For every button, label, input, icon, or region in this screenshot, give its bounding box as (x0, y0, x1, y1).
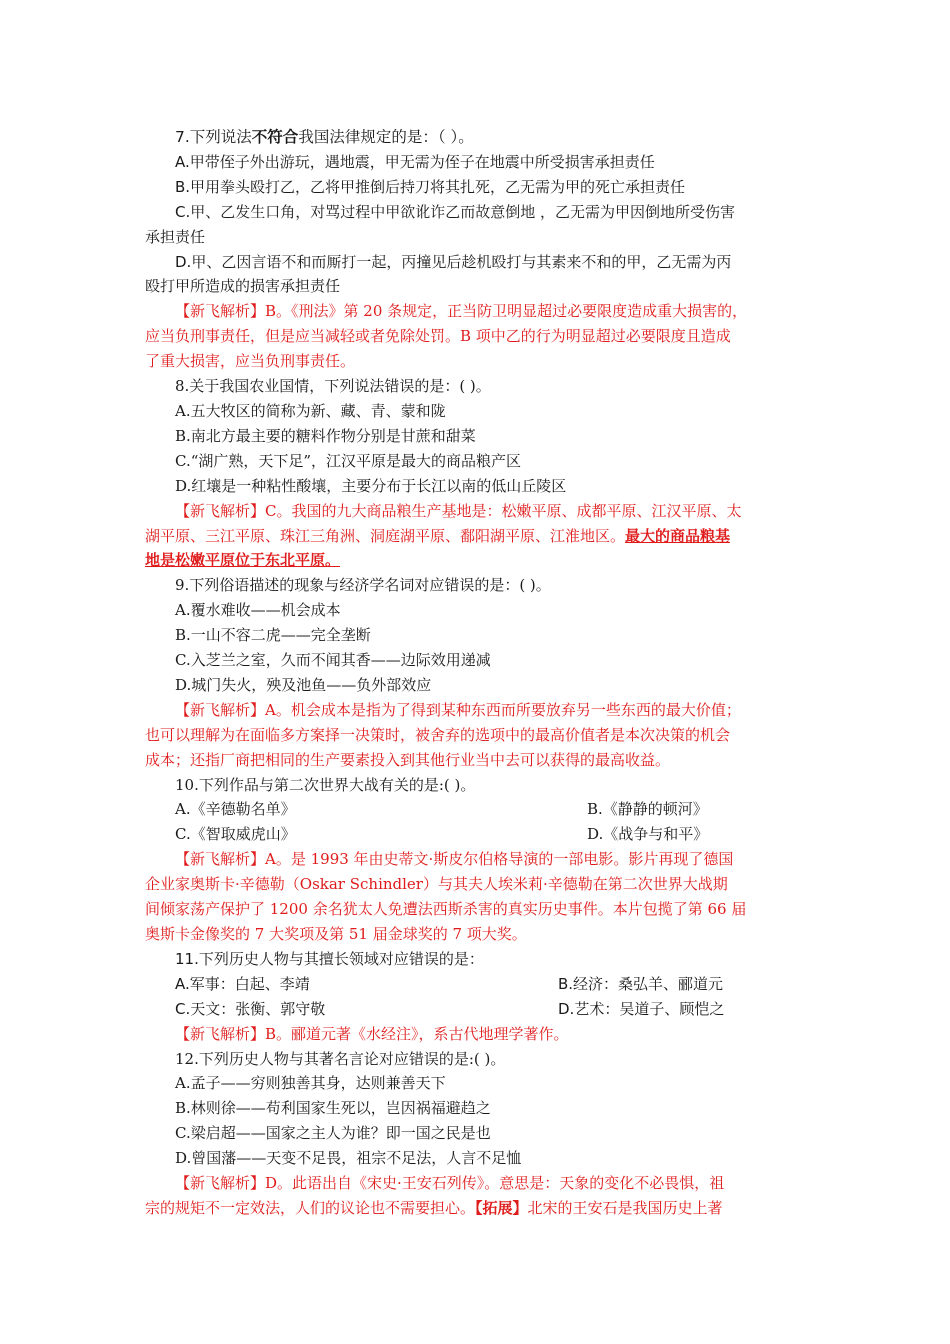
q9-option-b: B.一山不容二虎——完全垄断 (175, 626, 371, 645)
q7-analysis-line: 【新飞解析】B。《刑法》第 20 条规定，正当防卫明显超过必要限度造成重大损害的， (175, 302, 748, 321)
q12-analysis-line (145, 1196, 810, 1221)
q9-analysis-line: 也可以理解为在面临多方案择一决策时，被舍弃的选项中的最高价值者是本次决策的机会 (145, 725, 731, 744)
q7-stem-part: 7.下列说法 (175, 128, 252, 146)
q8-analysis-line: 【新飞解析】C。我国的九大商品粮生产基地是：松嫩平原、成都平原、江汉平原、太 (175, 501, 742, 520)
q8-option-c: C.“湖广熟，天下足”，江汉平原是最大的商品粮产区 (175, 451, 522, 470)
q7-analysis-line: 了重大损害，应当负刑事责任。 (145, 352, 356, 371)
q8-analysis-highlight: 最大的商品粮基 (625, 526, 731, 545)
q9-option-c: C.入芝兰之室，久而不闻其香——边际效用递减 (175, 651, 491, 670)
q12-analysis-line: 【新飞解析】D。此语出自《宋史·王安石列传》。意思是：天象的变化不必畏惧，祖 (175, 1174, 725, 1193)
q11-option-b: B.经济：桑弘羊、郦道元 (558, 974, 724, 993)
q11-option-a: A.军事：白起、李靖 (175, 974, 310, 993)
q9-option-a: A.覆水难收——机会成本 (175, 601, 341, 620)
q12-option-b: B.林则徐——苟利国家生死以，岂因祸福避趋之 (175, 1099, 491, 1118)
q10-analysis-line: 间倾家荡产保护了 1200 余名犹太人免遭法西斯杀害的真实历史事件。本片包揽了第 66 届 (145, 900, 747, 919)
q12-analysis-text: 北宋的王安石是我国历史上著 (527, 1198, 723, 1217)
q7-stem (145, 125, 810, 150)
q10-analysis-line: 奥斯卡金像奖的 7 大奖项及第 51 届金球奖的 7 项大奖。 (145, 925, 527, 943)
q10-analysis-line: 企业家奥斯卡·辛德勒（Oskar Schindler）与其夫人埃米莉·辛德勒在第二次世界大战期 (145, 875, 728, 894)
q11-options-row (145, 997, 810, 1022)
q11-stem: 11.下列历史人物与其擅长领域对应错误的是： (175, 949, 484, 968)
q11-analysis: 【新飞解析】B。郦道元著《水经注》，系古代地理学著作。 (175, 1024, 569, 1043)
q10-option-c: C.《智取威虎山》 (175, 825, 296, 844)
q12-stem: 12.下列历史人物与其著名言论对应错误的是:( )。 (175, 1049, 506, 1068)
q7-stem-emphasis: 不符合 (251, 128, 299, 146)
q9-option-d: D.城门失火，殃及池鱼——负外部效应 (175, 675, 432, 694)
q10-option-b: B.《静静的顿河》 (587, 800, 708, 819)
q7-option-c: C.甲、乙发生口角，对骂过程中甲欲讹诈乙而故意倒地 ，乙无需为甲因倒地所受伤害 (175, 202, 736, 221)
q7-option-b: B.甲用拳头殴打乙，乙将甲推倒后持刀将其扎死，乙无需为甲的死亡承担责任 (175, 177, 686, 196)
q8-stem: 8.关于我国农业国情，下列说法错误的是：( )。 (175, 377, 491, 396)
q9-analysis-line: 成本；还指厂商把相同的生产要素投入到其他行业当中去可以获得的最高收益。 (145, 750, 671, 769)
q7-option-a: A.甲带侄子外出游玩，遇地震，甲无需为侄子在地震中所受损害承担责任 (175, 152, 655, 171)
q10-options-row (145, 797, 810, 822)
q12-option-d: D.曾国藩——天变不足畏，祖宗不足法，人言不足恤 (175, 1149, 522, 1168)
q11-options-row (145, 972, 810, 997)
q8-option-b: B.南北方最主要的糖料作物分别是甘蔗和甜菜 (175, 426, 476, 445)
q11-option-d: D.艺术：吴道子、顾恺之 (558, 999, 725, 1018)
q12-analysis-text: 宗的规矩不一定效法，人们的议论也不需要担心。 (145, 1198, 476, 1217)
q8-analysis-line (145, 524, 810, 549)
q8-option-d: D.红壤是一种粘性酸壤，主要分布于长江以南的低山丘陵区 (175, 476, 567, 495)
q10-options-row (145, 822, 810, 847)
q7-option-d: D.甲、乙因言语不和而厮打一起，丙撞见后趁机殴打与其素来不和的甲，乙无需为丙 (175, 252, 732, 271)
q7-stem-part: 我国法律规定的是：（ ）。 (298, 128, 474, 146)
q7-option-d-cont: 殴打甲所造成的损害承担责任 (145, 277, 341, 296)
q8-option-a: A.五大牧区的简称为新、藏、青、蒙和陇 (175, 401, 446, 420)
q10-option-d: D.《战争与和平》 (587, 825, 709, 844)
document-page (145, 125, 810, 1221)
q8-analysis-text: 湖平原、三江平原、珠江三角洲、洞庭湖平原、鄱阳湖平原、江淮地区。 (145, 526, 626, 545)
q12-option-c: C.梁启超——国家之主人为谁？即一国之民是也 (175, 1124, 491, 1143)
q10-option-a: A.《辛德勒名单》 (175, 800, 296, 819)
q10-analysis-line: 【新飞解析】A。是 1993 年由史蒂文·斯皮尔伯格导演的一部电影。影片再现了德国 (175, 850, 734, 869)
q7-option-c-cont: 承担责任 (145, 227, 206, 246)
q11-option-c: C.天文：张衡、郭守敬 (175, 999, 326, 1018)
q12-extension-tag: 【拓展】 (475, 1198, 528, 1217)
q9-stem: 9.下列俗语描述的现象与经济学名词对应错误的是：( )。 (175, 576, 551, 595)
q9-analysis-line: 【新飞解析】A。机会成本是指为了得到某种东西而所要放弃另一些东西的最大价值； (175, 700, 741, 719)
q7-analysis-line: 应当负刑事责任，但是应当减轻或者免除处罚。B 项中乙的行为明显超过必要限度且造成 (145, 327, 731, 346)
q12-option-a: A.孟子——穷则独善其身，达则兼善天下 (175, 1074, 446, 1093)
q10-stem: 10.下列作品与第二次世界大战有关的是:( )。 (175, 775, 476, 794)
q8-analysis-highlight-line: 地是松嫩平原位于东北平原。 (145, 551, 341, 570)
